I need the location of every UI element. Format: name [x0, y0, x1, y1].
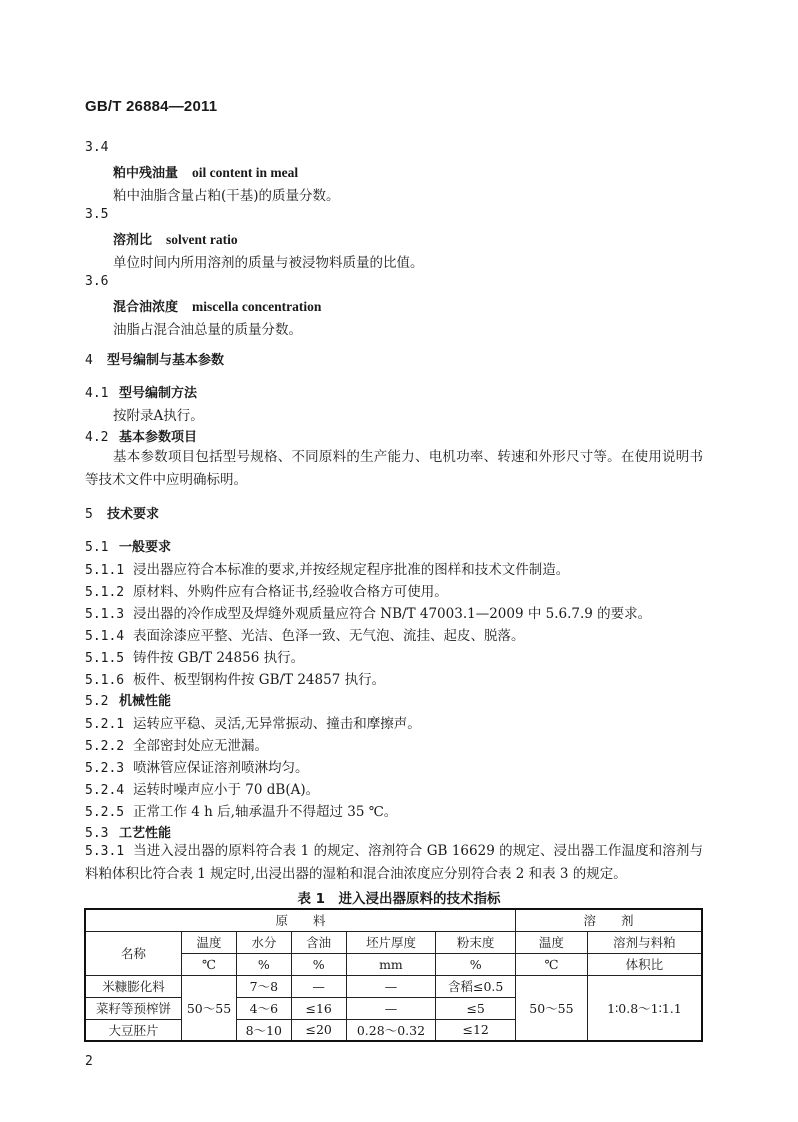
table-cell: 米糠膨化料: [85, 975, 182, 997]
subsection-heading: 5.2 机械性能: [85, 694, 172, 709]
term-definition: 粕中油脂含量占粕(干基)的质量分数。: [113, 188, 340, 204]
paragraph: 按附录A执行。: [113, 408, 204, 424]
table-cell: 7～8: [236, 975, 291, 997]
table-cell: 0.28～0.32: [346, 1019, 436, 1041]
clause: 5.2.4 运转时噪声应小于 70 dB(A)。: [85, 782, 320, 798]
table-header-cell: 水分: [236, 931, 291, 953]
table-row: [85, 975, 702, 997]
table-cell: ≤16: [291, 997, 346, 1019]
table-cell: 4～6: [236, 997, 291, 1019]
clause: 5.1.3 浸出器的冷作成型及焊缝外观质量应符合 NB/T 47003.1—2009 中 5.6.7.9 的要求。: [85, 606, 652, 622]
table-header-cell: 含油: [291, 931, 346, 953]
clause: 5.2.3 喷淋管应保证溶剂喷淋均匀。: [85, 760, 309, 776]
table-cell: ≤20: [291, 1019, 346, 1041]
section-heading: 4 型号编制与基本参数: [85, 353, 225, 368]
raw-material-table: [84, 908, 703, 1042]
table-group-header: 溶 剂: [516, 909, 702, 931]
clause: 5.2.5 正常工作 4 h 后,轴承温升不得超过 35 ℃。: [85, 804, 398, 820]
table-unit-cell: ℃: [516, 953, 588, 975]
table-cell: ≤12: [436, 1019, 516, 1041]
term-definition: 单位时间内所用溶剂的质量与被浸物料质量的比值。: [113, 255, 424, 271]
table-cell: 1∶0.8～1∶1.1: [587, 975, 702, 1041]
table-header-cell: 坯片厚度: [346, 931, 436, 953]
table-unit-cell: %: [291, 953, 346, 975]
subsection-heading: 4.1 型号编制方法: [85, 386, 198, 401]
term-number: 3.4: [85, 140, 109, 155]
table-group-header: 原 料: [85, 909, 516, 931]
table-caption: 表 1 进入浸出器原料的技术指标: [297, 891, 501, 907]
table-header-cell: 溶剂与料粕: [587, 931, 702, 953]
table-cell: 含稻≤0.5: [436, 975, 516, 997]
term-number: 3.6: [85, 274, 109, 289]
table-unit-cell: 体积比: [587, 953, 702, 975]
table-cell: —: [346, 975, 436, 997]
term-definition: 油脂占混合油总量的质量分数。: [113, 322, 302, 338]
table-cell: 大豆胚片: [85, 1019, 182, 1041]
table-cell: 50～55: [516, 975, 588, 1041]
clause: 5.1.2 原材料、外购件应有合格证书,经验收合格方可使用。: [85, 584, 448, 600]
table-header-cell: 粉末度: [436, 931, 516, 953]
clause: 5.1.1 浸出器应符合本标准的要求,并按经规定程序批准的图样和技术文件制造。: [85, 562, 570, 578]
standard-header: GB/T 26884—2011: [85, 98, 218, 115]
term-number: 3.5: [85, 207, 109, 222]
table-header-cell: 名称: [85, 931, 182, 975]
table-header-cell: 温度: [516, 931, 588, 953]
clause: 5.2.2 全部密封处应无泄漏。: [85, 738, 268, 754]
table-cell: —: [346, 997, 436, 1019]
clause-paragraph: 5.3.1 当进入浸出器的原料符合表 1 的规定、溶剂符合 GB 16629 的规定、浸出器工作温度和溶剂与料粕体积比符合表 1 规定时,出浸出器的湿粕和混合油浓度应分别符合表 2 和表 3 的规定。: [85, 843, 703, 882]
subsection-heading: 5.3 工艺性能: [85, 826, 172, 841]
subsection-heading: 5.1 一般要求: [85, 540, 172, 555]
paragraph: 基本参数项目包括型号规格、不同原料的生产能力、电机功率、转速和外形尺寸等。在使用说明书等技术文件中应明确标明。: [85, 449, 703, 488]
clause: 5.1.5 铸件按 GB/T 24856 执行。: [85, 650, 305, 666]
table-unit-cell: %: [236, 953, 291, 975]
table-cell: 8～10: [236, 1019, 291, 1041]
table-unit-cell: ℃: [182, 953, 237, 975]
table-cell: 菜籽等预榨饼: [85, 997, 182, 1019]
table-unit-cell: %: [436, 953, 516, 975]
clause: 5.1.4 表面涂漆应平整、光洁、色泽一致、无气泡、流挂、起皮、脱落。: [85, 628, 525, 644]
table-cell: —: [291, 975, 346, 997]
term-title: 溶剂比 solvent ratio: [113, 232, 238, 248]
table-cell: ≤5: [436, 997, 516, 1019]
page-number: 2: [85, 1054, 93, 1069]
section-heading: 5 技术要求: [85, 507, 160, 522]
term-title: 混合油浓度 miscella concentration: [113, 299, 322, 315]
subsection-heading: 4.2 基本参数项目: [85, 430, 198, 445]
table-cell: 50～55: [182, 975, 237, 1041]
term-title: 粕中残油量 oil content in meal: [113, 165, 299, 181]
clause: 5.1.6 板件、板型钢构件按 GB/T 24857 执行。: [85, 672, 386, 688]
clause: 5.2.1 运转应平稳、灵活,无异常振动、撞击和摩擦声。: [85, 716, 421, 732]
table-header-cell: 温度: [182, 931, 237, 953]
table-unit-cell: mm: [346, 953, 436, 975]
